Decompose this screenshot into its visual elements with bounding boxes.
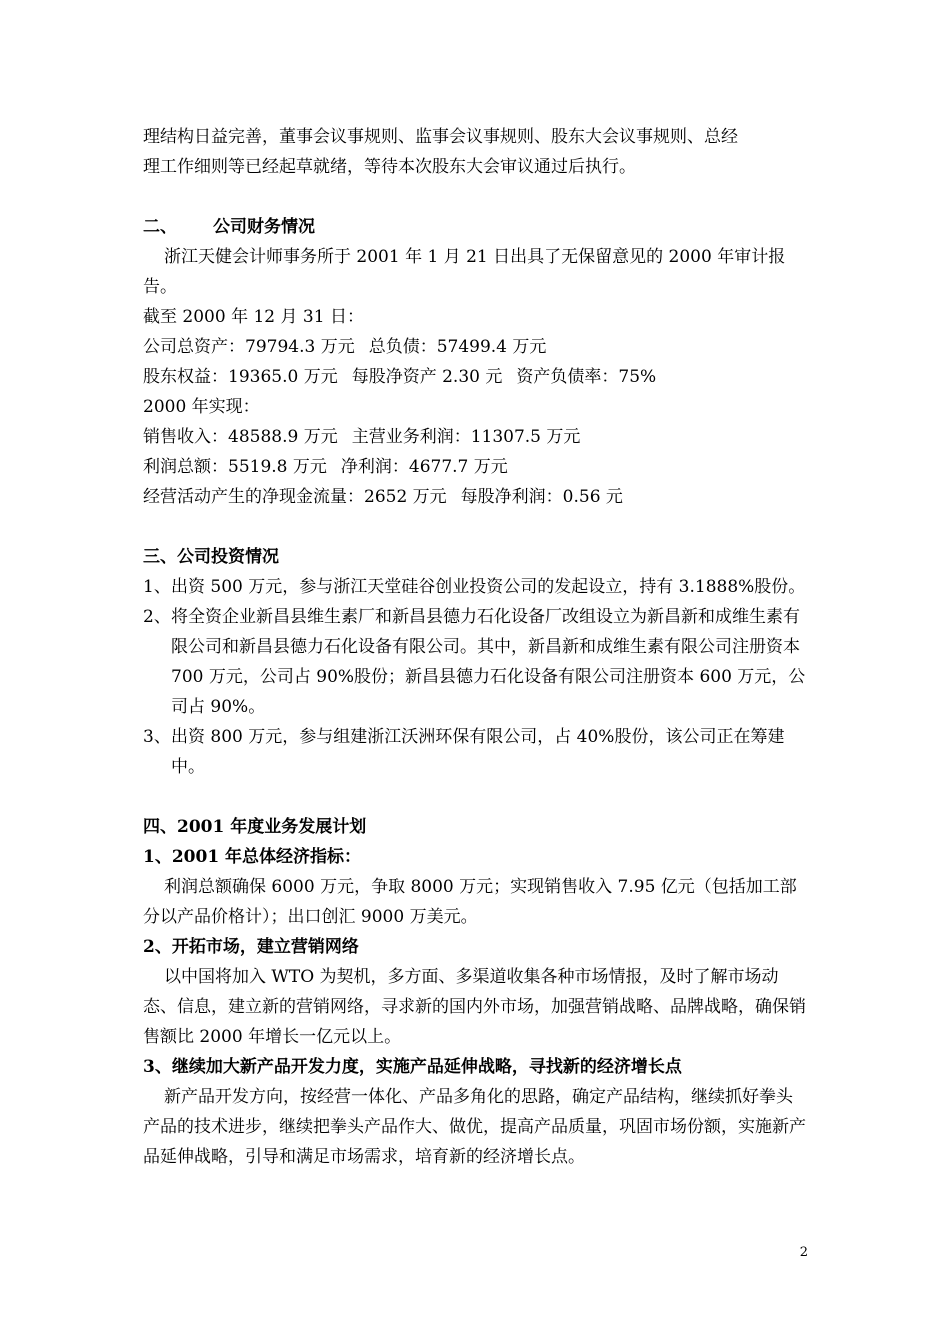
section-4-heading: 四、2001 年度业务发展计划: [143, 817, 367, 837]
sales-line: [143, 422, 808, 452]
list-item-number: 3、: [143, 727, 171, 747]
subsection-1-title: 1、2001 年总体经济指标：: [143, 847, 362, 867]
section-2-heading: [143, 212, 808, 242]
total-profit: 利润总额：5519.8 万元: [143, 457, 327, 477]
subsection-1-text: 利润总额确保 6000 万元，争取 8000 万元；实现销售收入 7.95 亿元（包括加工部分以产品价格计）；出口创汇 9000 万美元。: [143, 877, 797, 927]
list-item-number: 2、: [143, 607, 171, 627]
shareholder-equity: 股东权益：19365.0 万元: [143, 367, 338, 387]
nav-per-share: 每股净资产 2.30 元: [351, 367, 503, 387]
operating-cash-flow: 经营活动产生的净现金流量：2652 万元: [143, 487, 447, 507]
main-business-profit: 主营业务利润：11307.5 万元: [351, 427, 581, 447]
intro-line-2: 理工作细则等已经起草就绪，等待本次股东大会审议通过后执行。: [143, 157, 636, 177]
equity-line: [143, 362, 808, 392]
intro-line-1: 理结构日益完善，董事会议事规则、监事会议事规则、股东大会议事规则、总经: [143, 127, 738, 147]
audit-statement: 浙江天健会计师事务所于 2001 年 1 月 21 日出具了无保留意见的 2000 年审计报告。: [143, 247, 786, 297]
as-of-date: 截至 2000 年 12 月 31 日：: [143, 307, 364, 327]
spacer: [143, 782, 808, 812]
section-2-title: 公司财务情况: [213, 217, 315, 237]
section-2-number: 二、: [143, 217, 177, 237]
list-item-text: 出资 500 万元，参与浙江天堂硅谷创业投资公司的发起设立，持有 3.1888%股份。: [171, 577, 806, 597]
total-assets: 公司总资产：79794.3 万元: [143, 337, 355, 357]
realized-2000: 2000 年实现：: [143, 397, 260, 417]
page-number: 2: [799, 1245, 808, 1260]
spacer: [143, 512, 808, 542]
earnings-per-share: 每股净利润：0.56 元: [460, 487, 623, 507]
subsection-3-text: 新产品开发方向，按经营一体化、产品多角化的思路，确定产品结构，继续抓好拳头产品的技术进步，继续把拳头产品作大、做优，提高产品质量，巩固市场份额，实施新产品延伸战略，引导和满足市场需求，培育新的经济增长点。: [143, 1087, 806, 1167]
debt-ratio: 资产负债率：75%: [516, 367, 657, 387]
subsection-2-text: 以中国将加入 WTO 为契机，多方面、多渠道收集各种市场情报，及时了解市场动态、信息，建立新的营销网络，寻求新的国内外市场，加强营销战略、品牌战略，确保销售额比 2000 年增长一亿元以上。: [143, 967, 806, 1047]
subsection-3-title: 3、继续加大新产品开发力度，实施产品延伸战略，寻找新的经济增长点: [143, 1057, 682, 1077]
list-item-text: 将全资企业新昌县维生素厂和新昌县德力石化设备厂改组设立为新昌新和成维生素有限公司和新昌县德力石化设备有限公司。其中，新昌新和成维生素有限公司注册资本 700 万元，公司占 90%股份；新昌县德力石化设备有限公司注册资本 600 万元，公司占 90%。: [171, 607, 806, 717]
list-item: [143, 602, 808, 722]
spacer: [143, 182, 808, 212]
assets-line: [143, 332, 808, 362]
subsection-2-title: 2、开拓市场，建立营销网络: [143, 937, 359, 957]
list-item-number: 1、: [143, 577, 171, 597]
total-liabilities: 总负债：57499.4 万元: [368, 337, 547, 357]
page-content: [143, 122, 808, 1172]
list-item: [143, 572, 808, 602]
list-item-text: 出资 800 万元，参与组建浙江沃洲环保有限公司，占 40%股份，该公司正在筹建中。: [171, 727, 785, 777]
list-item: [143, 722, 808, 782]
sales-revenue: 销售收入：48588.9 万元: [143, 427, 338, 447]
profit-line: [143, 452, 808, 482]
net-profit: 净利润：4677.7 万元: [340, 457, 508, 477]
cashflow-line: [143, 482, 808, 512]
section-3-heading: 三、公司投资情况: [143, 547, 279, 567]
